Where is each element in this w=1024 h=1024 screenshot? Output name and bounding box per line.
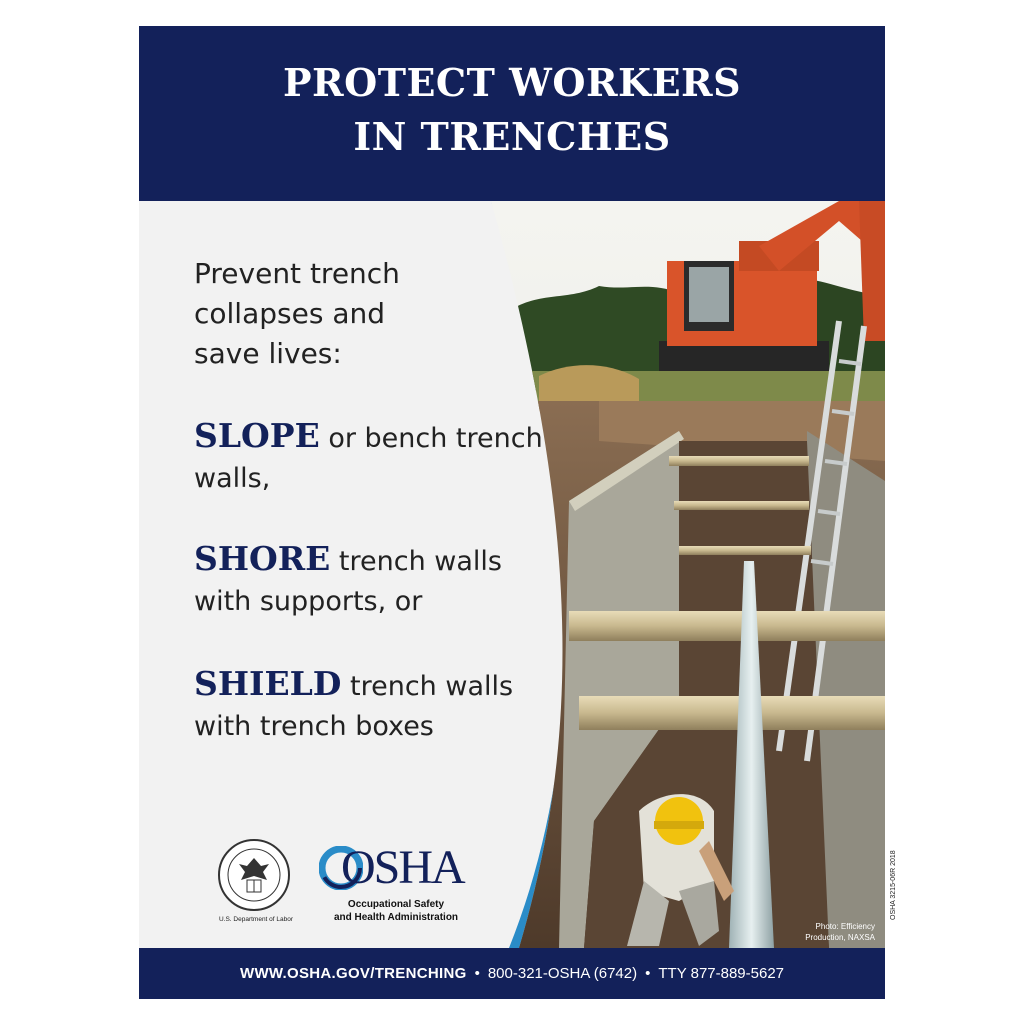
- intro-line-2: collapses and: [194, 297, 385, 330]
- page-title-line-1: PROTECT WORKERS: [282, 60, 742, 105]
- footer-tty: TTY 877-889-5627: [658, 965, 785, 982]
- shield-keyword: SHIELD: [194, 664, 342, 703]
- footer-phone: 800-321-OSHA (6742): [487, 965, 638, 982]
- dol-label: U.S. Department of Labor: [218, 916, 294, 923]
- intro-line-3: save lives:: [194, 337, 342, 370]
- shore-keyword: SHORE: [194, 539, 331, 578]
- poster: [139, 26, 885, 999]
- shore-text: trench walls with supports, or: [194, 546, 502, 617]
- photo-credit-line-1: Photo: Efficiency: [815, 922, 875, 931]
- slope-text: or bench trench walls,: [194, 423, 543, 494]
- shield-item: [194, 664, 554, 747]
- slope-keyword: SLOPE: [194, 416, 320, 455]
- agency-logos: [209, 838, 489, 928]
- osha-full-name: [321, 898, 471, 924]
- osha-logo: [321, 841, 471, 894]
- osha-name-line-2: and Health Administration: [333, 912, 459, 923]
- contact-footer: [139, 948, 885, 999]
- intro-text: [194, 254, 554, 374]
- slope-item: [194, 416, 554, 499]
- photo-credit: [805, 921, 875, 943]
- shield-text: trench walls with trench boxes: [194, 671, 514, 742]
- dol-seal-icon: [217, 838, 291, 912]
- intro-line-1: Prevent trench: [194, 257, 400, 290]
- footer-url-link[interactable]: WWW.OSHA.GOV/TRENCHING: [239, 965, 467, 982]
- title-banner: [139, 26, 885, 201]
- page-title-line-2: IN TRENCHES: [353, 114, 671, 159]
- osha-wordmark: OSHA: [341, 841, 464, 894]
- shore-item: [194, 539, 534, 622]
- footer-separator-2: •: [645, 965, 651, 982]
- safety-message: [194, 254, 554, 742]
- osha-name-line-1: Occupational Safety: [347, 899, 445, 910]
- footer-separator-1: •: [474, 965, 480, 982]
- photo-credit-line-2: Production, NAXSA: [805, 933, 875, 942]
- publication-code: OSHA 3215-06R 2018: [890, 850, 897, 920]
